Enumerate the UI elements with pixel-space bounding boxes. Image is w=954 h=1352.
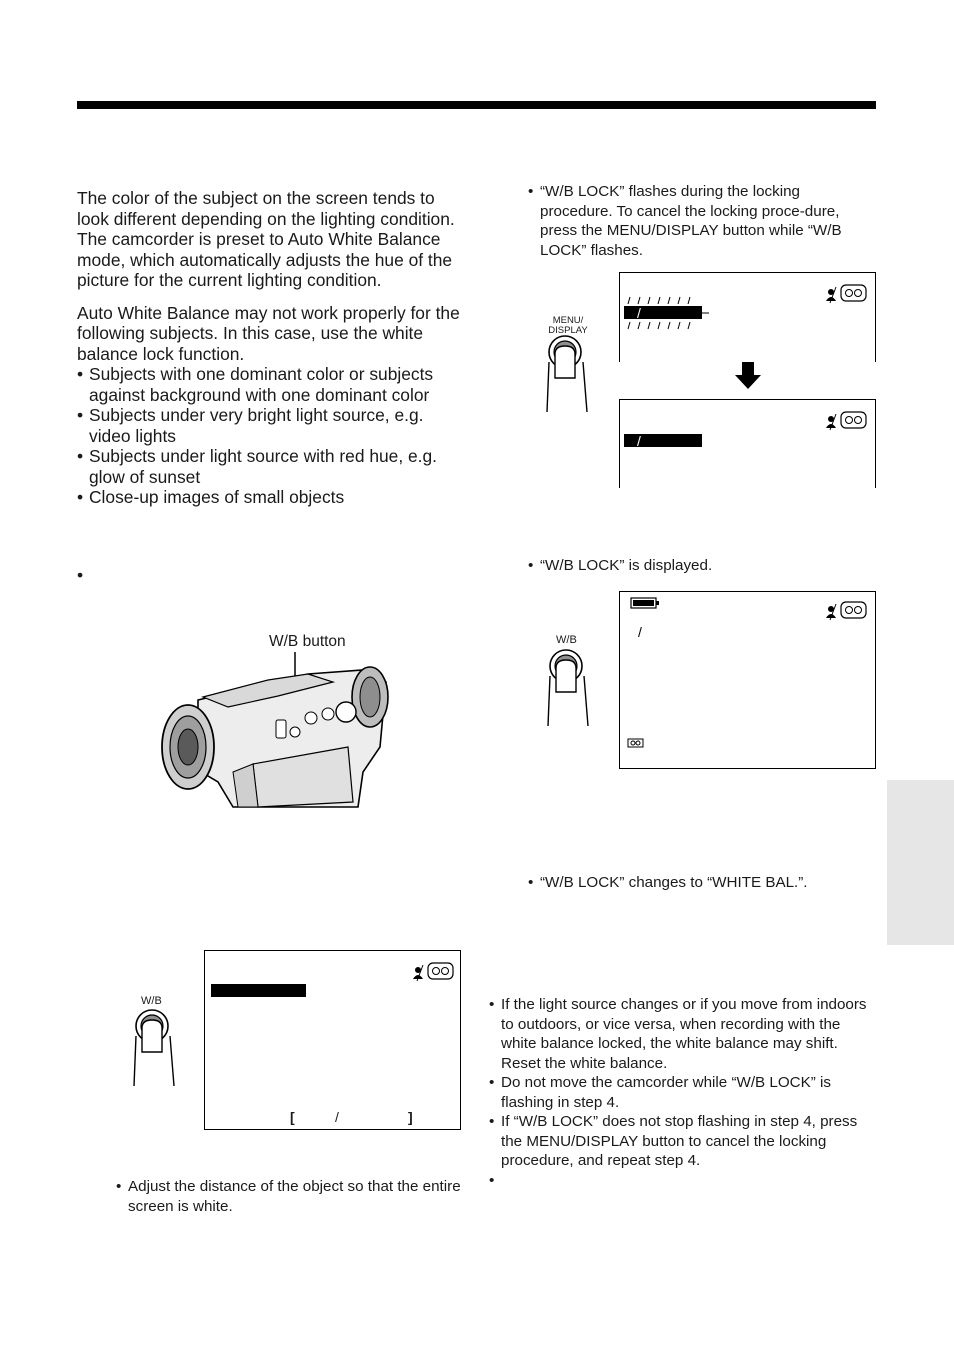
cassette-icon xyxy=(841,285,866,301)
lcd-screen-locked xyxy=(619,399,876,488)
list-item: • “W/B LOCK” changes to “WHITE BAL.”. xyxy=(528,873,853,893)
intro-paragraph-1: The color of the subject on the screen tends to look different depending on the lighting condition. The camcorder is preset to Auto White Balance mode, which automatically adjusts the hue of the picture for the current lighting condition. xyxy=(77,188,455,290)
intro-paragraph-2: Auto White Balance may not work properly for the following subjects. In this case, use the white balance lock function. xyxy=(77,302,460,364)
menu-display-key-press-icon[interactable] xyxy=(543,332,591,414)
person-mode-icon xyxy=(826,604,836,620)
intro-text xyxy=(77,188,467,508)
list-item: • Subjects under very bright light source, e.g. video lights xyxy=(77,405,467,446)
cassette-icon xyxy=(841,602,866,618)
list-item: • “W/B LOCK” flashes during the locking procedure. To cancel the locking proce-dure, press the MENU/DISPLAY button while “W/B LOCK” flashes. xyxy=(528,182,853,260)
adjust-note xyxy=(116,1177,461,1216)
battery-icon xyxy=(630,597,660,609)
wb-lock-highlight-bar xyxy=(624,434,702,447)
list-item: • If “W/B LOCK” does not stop flashing in step 4, press the MENU/DISPLAY button to cancel the locking procedure, and repeat step 4. xyxy=(489,1112,879,1171)
cassette-icon xyxy=(841,412,866,428)
person-mode-icon xyxy=(826,287,836,303)
list-item: • Subjects with one dominant color or subjects against background with one dominant color xyxy=(77,364,467,405)
lcd-screen-full xyxy=(619,591,876,769)
menu-key-label-line1: MENU/ xyxy=(552,315,584,326)
bracket-open: [ xyxy=(290,1109,295,1125)
bracket-slash: / xyxy=(335,1109,339,1125)
down-arrow-icon xyxy=(735,362,761,390)
bracket-close: ] xyxy=(408,1109,413,1125)
section-tab xyxy=(887,780,954,945)
wb-key-label: W/B xyxy=(141,995,162,1007)
wb-button-callout: W/B button xyxy=(269,633,346,650)
mode-indicator xyxy=(825,600,867,622)
list-item xyxy=(489,1171,879,1190)
list-item: • Adjust the distance of the object so that the entire screen is white. xyxy=(116,1177,461,1216)
lcd-screen-flashing xyxy=(619,272,876,362)
menu-key-label-line2: DISPLAY xyxy=(548,325,588,336)
screen-slash: / xyxy=(637,433,641,449)
wb-key-label-right: W/B xyxy=(556,634,577,646)
cassette-icon xyxy=(428,963,453,979)
person-mode-icon xyxy=(413,965,423,981)
screen-slash: / xyxy=(638,624,642,640)
wb-key-press-icon-right[interactable] xyxy=(544,646,592,728)
list-item: • Do not move the camcorder while “W/B LOCK” is flashing in step 4. xyxy=(489,1073,879,1112)
lcd-screen-step3 xyxy=(204,950,461,1130)
flash-note xyxy=(528,182,853,260)
mode-indicator xyxy=(825,283,867,305)
tape-counter-icon xyxy=(627,738,645,748)
camcorder-illustration xyxy=(158,652,393,810)
wb-key-press-icon[interactable] xyxy=(130,1006,178,1088)
list-item: • “W/B LOCK” is displayed. xyxy=(528,556,853,576)
empty-bullet: • xyxy=(77,565,84,585)
flash-lines xyxy=(620,295,710,333)
displayed-note xyxy=(528,556,853,576)
menu-highlight-bar xyxy=(211,984,306,997)
mode-indicator xyxy=(412,961,454,983)
subject-list xyxy=(77,364,467,508)
header-rule xyxy=(77,101,876,109)
person-mode-icon xyxy=(826,414,836,430)
list-item: • Close-up images of small objects xyxy=(77,487,467,508)
screen-slash: / xyxy=(637,305,641,321)
mode-indicator xyxy=(825,410,867,432)
changes-note xyxy=(528,873,853,893)
list-item: • Subjects under light source with red hue, e.g. glow of sunset xyxy=(77,446,467,487)
notes-list xyxy=(489,995,879,1190)
list-item: • If the light source changes or if you move from indoors to outdoors, or vice versa, when recording with the white balance locked, the white balance may shift. Reset the white balance. xyxy=(489,995,879,1073)
